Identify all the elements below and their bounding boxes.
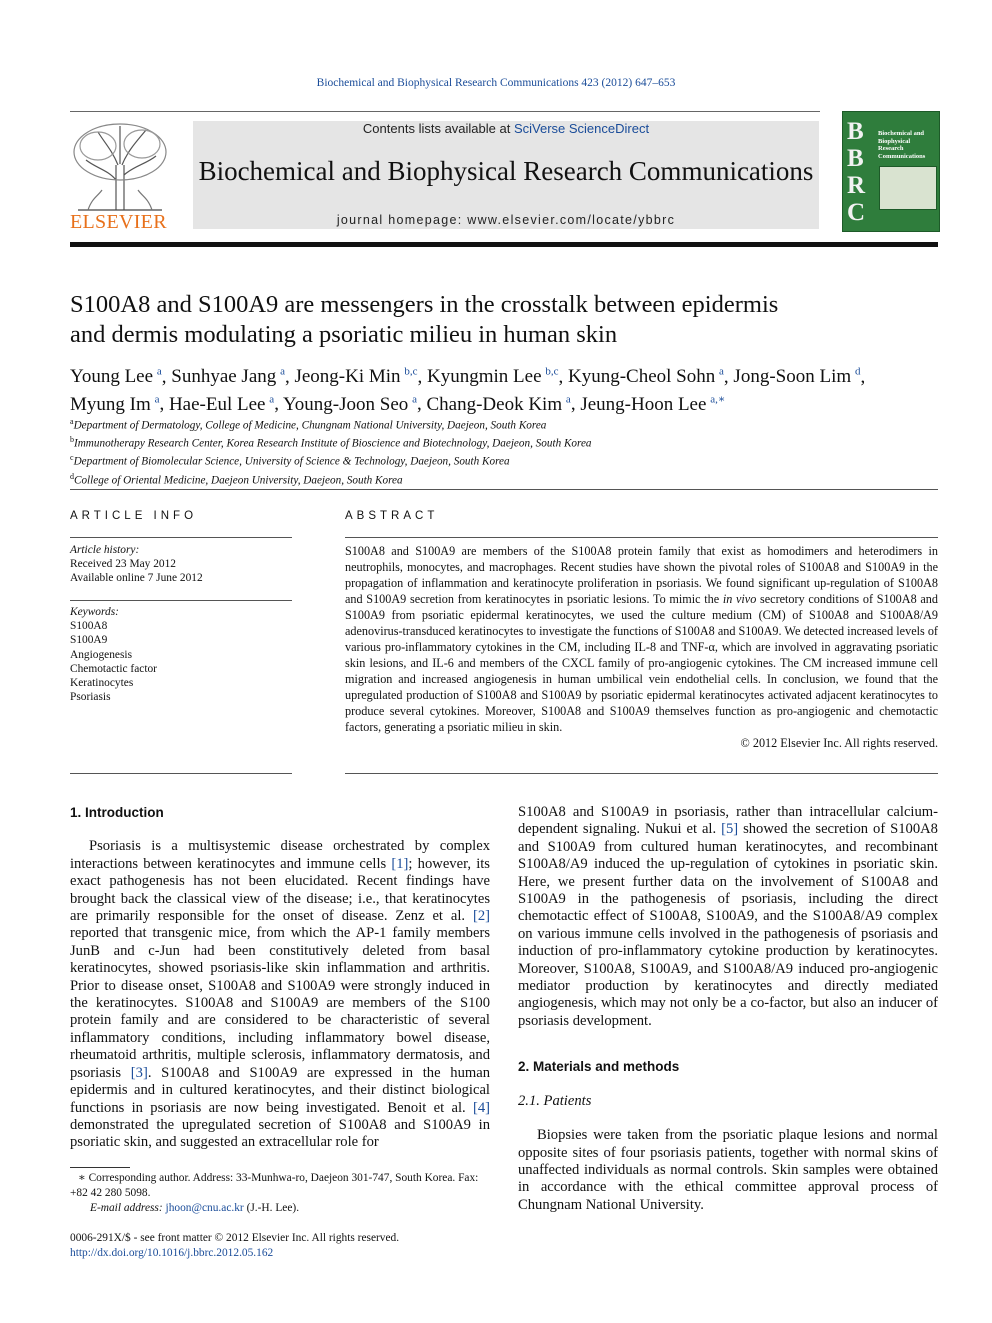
abstract-bottom-rule (345, 773, 938, 774)
author: Jeung-Hoon Lee $^{a,∗}$ (580, 393, 726, 415)
author: Chang-Deok Kim $^a$ (426, 393, 571, 415)
methods-heading: 2. Materials and methods (518, 1059, 680, 1075)
journal-title: Biochemical and Biophysical Research Communications (198, 156, 814, 186)
journal-homepage[interactable]: journal homepage: www.elsevier.com/locate/ybbrc (336, 213, 676, 227)
abstract-heading: ABSTRACT (345, 510, 439, 522)
keywords (70, 605, 292, 704)
author-affil-link[interactable]: a (156, 366, 162, 378)
author-affil-link[interactable]: d (854, 366, 861, 378)
affiliation: $^c$Department of Biomolecular Science, University of Science & Technology, Daejeon, South Korea (70, 453, 510, 469)
issn-line: 0006-291X/$ - see front matter © 2012 Elsevier Inc. All rights reserved. (70, 1232, 400, 1244)
history-item: Received 23 May 2012 (70, 558, 176, 571)
cover-caption: Biochemical and Biophysical Research Communications (878, 130, 926, 160)
cover-letter: B (847, 145, 864, 172)
issn-block (70, 1231, 490, 1261)
doi-link[interactable]: http://dx.doi.org/10.1016/j.bbrc.2012.05.162 (70, 1247, 274, 1259)
author: Sunhyae Jang $^a$ (171, 366, 285, 388)
section-divider (70, 489, 938, 490)
ref-link[interactable]: [4] (472, 1099, 490, 1116)
history-label: Article history: (70, 544, 140, 556)
cover-letters (847, 118, 875, 226)
article-history (70, 543, 292, 586)
cover-letter: C (847, 199, 866, 226)
author: Myung Im $^a$ (70, 393, 160, 415)
author: Kyung-Cheol Sohn $^a$ (567, 366, 724, 388)
abstract-rule (345, 537, 938, 538)
keywords-label: Keywords: (70, 606, 119, 618)
cover-letter: R (847, 172, 866, 199)
keyword: Psoriasis (70, 691, 111, 704)
author: Young Lee $^a$ (70, 366, 162, 388)
cover-image (879, 166, 937, 210)
keyword: Chemotactic factor (70, 662, 157, 675)
history-item: Available online 7 June 2012 (70, 572, 203, 585)
article-info-bottom-rule (70, 773, 292, 774)
contents-prefix: Contents lists available at (362, 121, 514, 136)
ref-link[interactable]: [2] (472, 908, 490, 925)
article-info-rule (70, 537, 292, 538)
affiliation: $^a$Department of Dermatology, College of Medicine, Chungnam National University, Daejeon, South Korea (70, 417, 547, 432)
keyword: Keratinocytes (70, 677, 134, 690)
keyword: S100A8 (70, 620, 108, 633)
author-affil-link[interactable]: a (154, 393, 160, 406)
intro-heading: 1. Introduction (70, 805, 164, 820)
affiliations (70, 415, 938, 488)
affiliation: $^b$Immunotherapy Research Center, Korea Research Institute of Bioscience and Biotechnology, Daejeon, South Korea (70, 435, 592, 450)
copyright: © 2012 Elsevier Inc. All rights reserved. (740, 736, 938, 750)
ref-link[interactable]: [5] (721, 821, 739, 838)
patients-subheading: 2.1. Patients (518, 1092, 592, 1109)
column-right (518, 804, 938, 1214)
author: Kyungmin Lee $^{b,c}$ (427, 366, 559, 388)
email-link[interactable]: jhoon@cnu.ac.kr (165, 1202, 244, 1214)
author-affil-link[interactable]: a (719, 366, 724, 378)
intro-paragraph-cont: S100A8 and S100A9 in psoriasis, rather than intracellular calcium-dependent signaling. Nukui et al. [5] showed the secretion of S100A8 and S100A9 from cultured human keratinocytes, and recombinant S100A8/A9 induced the up-regulation of cytokines in psoriatic skin. Here, we present further data on the involvement of S100A8 and S100A9 in the pathogenesis of psoriasis, including the direct chemotactic effect of S100A8, S100A9, and the S100A8/A9 complex on various immune cells involved in the pathogenesis of psoriasis and induction of pro-inflammatory cytokine production by keratinocytes. Moreover, S100A8, S100A9, and S100A8/A9 induced pro-angiogenic mediator production by keratinocytes and directly mediated angiogenesis, which may not only be a co-factor, but also an inducer of psoriasis development. (518, 804, 938, 1029)
author-affil-link[interactable]: b,c (404, 366, 418, 378)
author-affil-link[interactable]: a (280, 366, 285, 378)
title-line: and dermis modulating a psoriatic milieu in human skin (70, 321, 618, 348)
column-left (70, 804, 490, 1152)
keyword: S100A9 (70, 634, 108, 647)
author: Jeong-Ki Min $^{b,c}$ (294, 366, 418, 388)
footnote (70, 1167, 490, 1216)
author-affil-link[interactable]: b,c (545, 366, 559, 378)
footnote-rule (70, 1167, 130, 1168)
elsevier-wordmark: ELSEVIER (70, 211, 167, 233)
author: Young-Joon Seo $^a$ (282, 393, 417, 415)
paper-title (70, 290, 930, 350)
sciencedirect-link[interactable]: SciVerse ScienceDirect (513, 121, 650, 136)
article-info-heading: ARTICLE INFO (70, 510, 198, 522)
corresponding-author: ∗ Corresponding author. Address: 33-Munhwa-ro, Daejeon 301-747, South Korea. Fax: +82 42 280 5098. (70, 1172, 479, 1199)
journal-cover (842, 111, 940, 232)
header-thick-rule (70, 242, 938, 247)
author-affil-link[interactable]: a,∗ (710, 393, 726, 406)
journal-citation[interactable]: Biochemical and Biophysical Research Communications 423 (2012) 647–653 (316, 77, 676, 89)
ref-link[interactable]: [3] (130, 1064, 148, 1081)
keyword: Angiogenesis (70, 648, 133, 661)
author: Jong-Soon Lim $^d$ (733, 366, 861, 388)
intro-paragraph: Psoriasis is a multisystemic disease orchestrated by complex interactions between keratinocytes and immune cells [1]; however, its exact pathogenesis has not been elucidated. Recent findings have brought back the classical view of the disease; i.e., that keratinocytes are primarily responsible for the onset of disease. Zenz et al. [2] reported that transgenic mice, from which the AP-1 family members JunB and c-Jun had been constitutively deleted from basal keratinocytes, showed psoriasis-like skin inflammation and arthritis. Prior to disease onset, S100A8 and S100A9 were strongly induced in the keratinocytes. S100A8 and S100A9 are members of the S100 protein family and are considered to be characteristic of several inflammatory conditions, including inflammatory bowel disease, rheumatoid arthritis, multiple sclerosis, inflammatory dermatosis, and psoriasis [3]. S100A8 and S100A9 are expressed in the human epidermis and in cultured keratinocytes, and their distinct biological functions in psoriasis are now being investigated. Benoit et al. [4] demonstrated the upregulated secretion of S100A8 and S100A9 in psoriatic skin, and suggested an extracellular role for (70, 838, 490, 1151)
author-list: Young Lee $^a$, Sunhyae Jang $^a$, Jeong-Ki Min $^{b,c}$, Kyungmin Lee $^{b,c}$, Kyung-Cheol Sohn $^a$, Jong-Soon Lim $^d$, Myung Im $^a$, Hae-Eul Lee $^a$, Young-Joon Seo $^a$, Chang-Deok Kim $^a$, Jeung-Hoon Lee $^{a,∗}$ (70, 366, 866, 415)
contents-line (193, 121, 819, 136)
author: Hae-Eul Lee $^a$ (168, 393, 275, 415)
author-affil-link[interactable]: a (412, 393, 417, 406)
author-affil-link[interactable]: a (269, 393, 275, 406)
email-line: E-mail address: jhoon@cnu.ac.kr (J.-H. Lee). (90, 1202, 300, 1214)
affiliation: $^d$College of Oriental Medicine, Daejeon University, Daejeon, South Korea (70, 471, 403, 487)
ref-link[interactable]: [1] (391, 855, 409, 872)
header-divider (70, 111, 820, 112)
abstract-body: S100A8 and S100A9 are members of the S100A8 protein family that exist as homodimers and heterodimers in neutrophils, monocytes, and macrophages. Recent studies have shown the pivotal roles of S100A8 and S100A9 in the propagation of inflammation and keratinocyte proliferation in psoriasis. We found significant up-regulation of S100A8 and S100A9 secretion from keratinocytes in psoriatic lesions. To mimic the in vivo secretory conditions of S100A8 and S100A9 from psoriatic epidermal keratinocytes, we used the culture medium (CM) of S100A8 and S100A8/A9 adenovirus-transduced keratinocytes to investigate the functions of S100A8 and S100A9. We detected increased levels of various pro-inflammatory cytokines in the CM, including IL-8 and TNF-α, which are involved in aggravating psoriatic skin lesions, and IL-6 and members of the CXCL family of pro-angiogenic cytokines. The CM increased immune cell migration and increased angiogenesis in human umbilical vein endothelial cells. In conclusion, we found that the upregulated production of S100A8 and S100A9 by psoriatic epidermal keratinocytes activated adjacent keratinocytes to produce several cytokines. Moreover, S100A8 and S100A9 themselves function as pro-angiogenic and chemotactic factors, generating a psoriatic milieu in skin. © 2012 Elsevier Inc. All rights reserved. (345, 544, 938, 750)
title-line: S100A8 and S100A9 are messengers in the crosstalk between epidermis (70, 291, 779, 318)
history-rule (70, 600, 292, 601)
patients-paragraph: Biopsies were taken from the psoriatic plaque lesions and normal opposite sites of four psoriasis patients, together with normal skins of unaffected individuals as normal controls. Skin samples were obtained in accordance with the ethical committee approval process of Chungnam National University. (518, 1127, 938, 1213)
author-affil-link[interactable]: a (565, 393, 571, 406)
cover-letter: B (847, 118, 864, 145)
